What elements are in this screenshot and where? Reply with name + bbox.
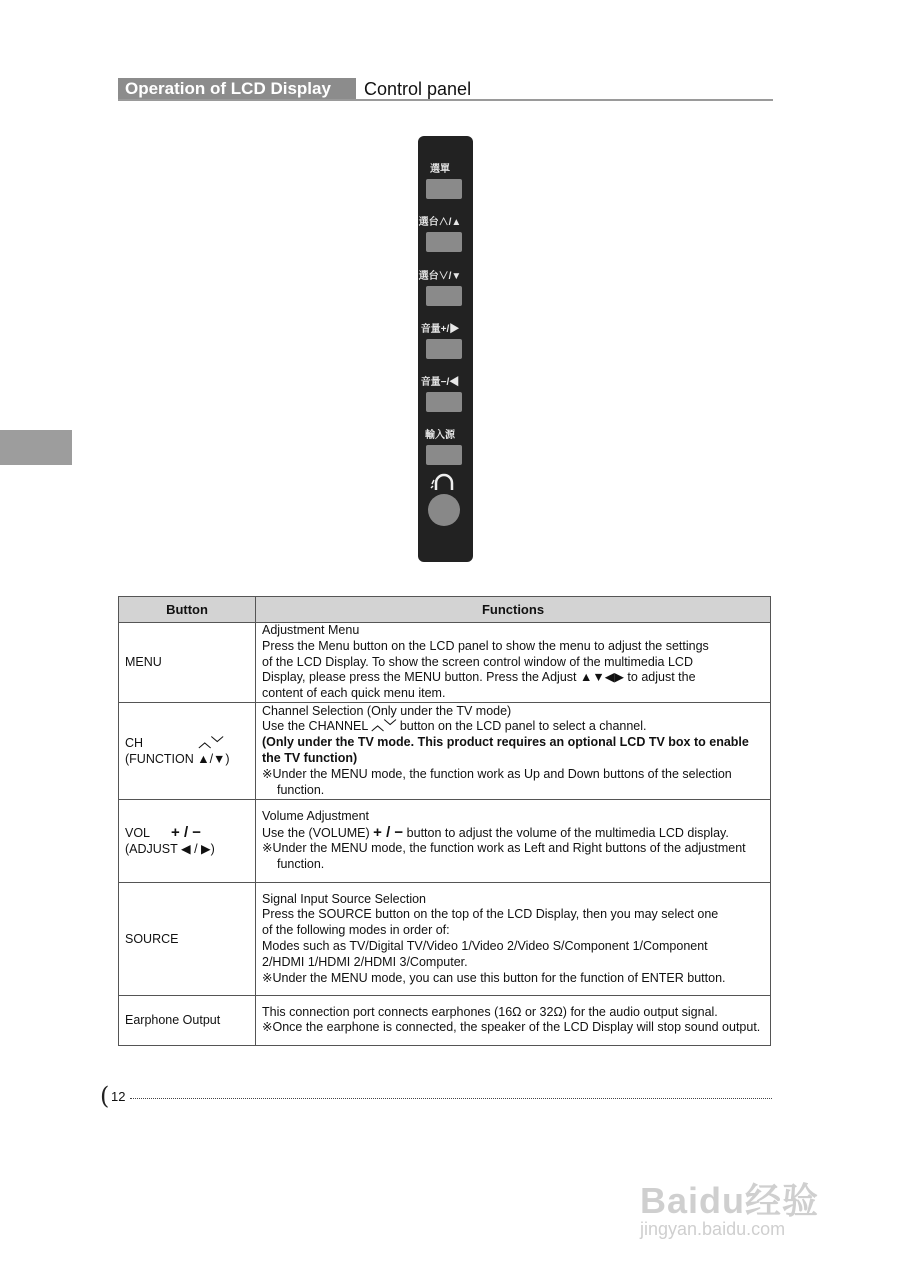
control-panel-illustration (418, 136, 473, 562)
function-note: ※Under the MENU mode, the function work as Left and Right buttons of the adjustment function. (262, 841, 746, 872)
watermark-brand: Baidu经验 (640, 1180, 820, 1221)
function-cell (256, 702, 771, 799)
panel-vol-down-button (426, 392, 462, 412)
function-cell (256, 623, 771, 703)
function-line: Display, please press the MENU button. Press the Adjust ▲▼◀▶ to adjust the (262, 670, 696, 685)
panel-label-source: 輸入源 (425, 430, 455, 441)
function-note: ※Once the earphone is connected, the speaker of the LCD Display will stop sound output. (262, 1020, 761, 1035)
panel-label-menu: 選單 (430, 164, 450, 175)
section-tag: Operation of LCD Display (118, 78, 356, 100)
section-header (118, 78, 773, 100)
column-header-button: Button (119, 597, 256, 623)
function-cell (256, 882, 771, 995)
function-line: of the following modes in order of: (262, 923, 450, 938)
button-cell (119, 799, 256, 882)
table-row (119, 995, 771, 1045)
page-number: 12 (111, 1089, 126, 1104)
function-line: Volume Adjustment (262, 808, 370, 823)
function-note: ※Under the MENU mode, you can use this button for the function of ENTER button. (262, 970, 726, 985)
panel-label-vol-down: 音量−/◀ (420, 377, 460, 388)
button-subtitle: (ADJUST ◀ / ▶) (125, 841, 215, 856)
function-cell (256, 995, 771, 1045)
function-bold-note: (Only under the TV mode. This product requires an optional LCD TV box to enable the TV function) (262, 735, 749, 765)
function-line: Adjustment Menu (262, 623, 360, 637)
plus-minus-icon: + / − (373, 823, 404, 841)
function-line: This connection port connects earphones (16Ω or 32Ω) for the audio output signal. (262, 1004, 718, 1019)
button-cell: SOURCE (119, 882, 256, 995)
function-line: of the LCD Display. To show the screen control window of the multimedia LCD (262, 654, 693, 669)
function-line: Press the SOURCE button on the top of the LCD Display, then you may select one (262, 907, 719, 922)
function-line: 2/HDMI 1/HDMI 2/HDMI 3/Computer. (262, 954, 468, 969)
function-cell (256, 799, 771, 882)
plus-minus-icon: + / − (171, 823, 202, 841)
panel-menu-button (426, 179, 462, 199)
function-line: Press the Menu button on the LCD panel to show the menu to adjust the settings (262, 638, 709, 653)
watermark-url: jingyan.baidu.com (640, 1219, 786, 1239)
panel-label-ch-up: 選台∧/▲ (418, 217, 462, 228)
side-tab-marker (0, 430, 72, 465)
table-row (119, 799, 771, 882)
page-number-bracket-icon: ( (100, 1082, 110, 1110)
header-rule (118, 99, 773, 101)
panel-ch-up-button (426, 232, 462, 252)
table-row (119, 702, 771, 799)
button-cell: Earphone Output (119, 995, 256, 1045)
button-subtitle: (FUNCTION ▲/▼) (125, 751, 230, 766)
button-cell: MENU (119, 623, 256, 703)
function-line: button on the LCD panel to select a channel. (399, 719, 647, 734)
panel-label-vol-up: 音量+/▶ (420, 324, 460, 335)
function-line: button to adjust the volume of the multimedia LCD display. (406, 825, 729, 840)
page-footer (100, 1084, 772, 1108)
footer-dotted-rule (130, 1098, 772, 1099)
function-line: Use the CHANNEL (262, 719, 368, 734)
earphone-jack (428, 494, 460, 526)
function-line: Channel Selection (Only under the TV mode) (262, 703, 512, 718)
channel-arrows-icon: ︿﹀ (371, 719, 397, 734)
panel-vol-up-button (426, 339, 462, 359)
headphone-icon (430, 472, 458, 492)
panel-ch-down-button (426, 286, 462, 306)
function-line: Modes such as TV/Digital TV/Video 1/Video 2/Video S/Component 1/Component (262, 938, 708, 953)
button-cell (119, 702, 256, 799)
column-header-functions: Functions (256, 597, 771, 623)
table-row (119, 623, 771, 703)
page-title: Control panel (364, 79, 472, 99)
watermark (640, 1145, 855, 1245)
function-line: Use the (VOLUME) (262, 825, 370, 840)
function-line: Signal Input Source Selection (262, 891, 426, 906)
channel-arrows-icon: ︿﹀ (198, 735, 224, 750)
table-row (119, 882, 771, 995)
panel-source-button (426, 445, 462, 465)
button-name: VOL (125, 825, 150, 840)
function-note: ※Under the MENU mode, the function work as Up and Down buttons of the selection function. (262, 766, 732, 797)
button-name: CH (125, 735, 144, 750)
button-function-table (118, 596, 771, 1046)
function-line: content of each quick menu item. (262, 686, 446, 701)
panel-label-ch-down: 選台∨/▼ (418, 271, 462, 282)
